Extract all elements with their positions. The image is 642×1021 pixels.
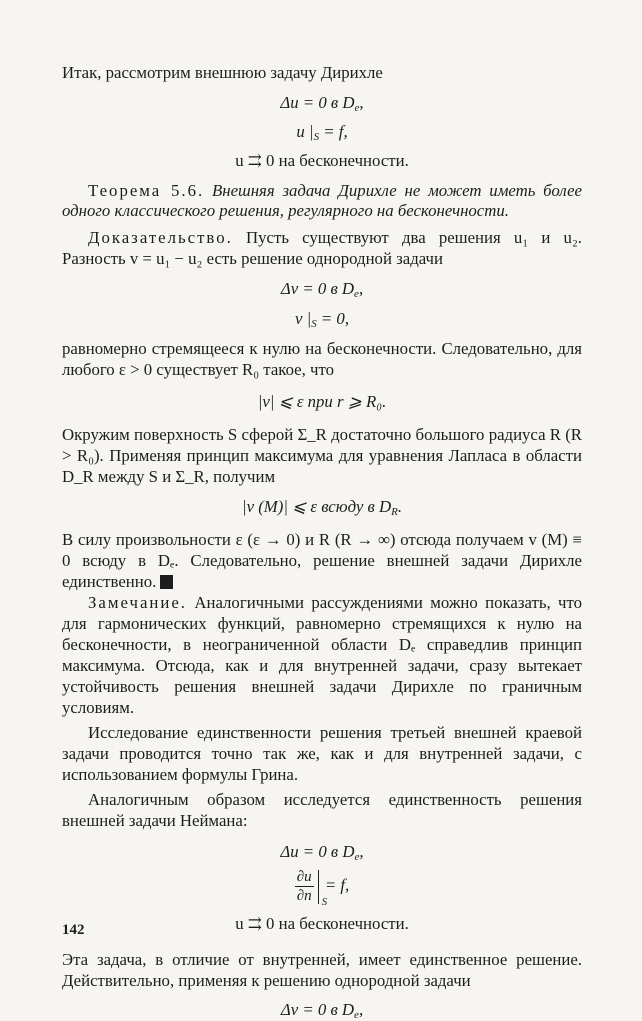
theorem-label: Теорема 5.6.: [88, 181, 205, 200]
neumann-intro-paragraph: Аналогичным образом исследуется единственность решения внешней задачи Неймана:: [62, 790, 582, 830]
evaluation-bar: S: [318, 870, 319, 904]
neumann-eq1: Δu = 0 в $D_e$,: [280, 842, 364, 863]
dirichlet-eq3: u ⇉ 0 на бесконечности.: [235, 151, 409, 170]
remark-label: Замечание.: [88, 593, 187, 612]
neumann-eq2: $\frac{\partial u}{\partial n}$ S = f,: [296, 869, 350, 908]
theorem-paragraph: [62, 181, 582, 221]
proof-eq1: Δv = 0 в $D_e$,: [280, 279, 364, 300]
page-number: 142: [62, 922, 85, 938]
proof-eq3: |v| ⩽ ε при r ⩾ R₀.: [257, 392, 387, 411]
proof-eq4: |v (M)| ⩽ ε всюду в $D_R$.: [241, 497, 403, 518]
page-body: [62, 58, 582, 1020]
proof-eq2: v $|_S = 0$,: [294, 309, 350, 330]
neumann-eq3: u ⇉ 0 на бесконечности.: [235, 914, 409, 933]
dirichlet-eq2: u $|_S = f$,: [296, 122, 348, 143]
theorem-text: Внешняя задача Дирихле не может иметь более одного классического решения, регулярного на бесконечности.: [62, 181, 583, 220]
proof-paragraph-2: равномерно стремящееся к нулю на бесконечности. Следовательно, для любого ε > 0 существует R₀ такое, что: [62, 339, 582, 379]
last-eq: Δv = 0 в $D_e$,: [280, 1000, 364, 1021]
remark-paragraph: Замечание. Аналогичными рассуждениями можно показать, что для гармонических функций, равномерно стремящихся к нулю на бесконечности, в неограниченной области Dₑ справедлив принцип максимума. Отсюда, как и для внутренней задачи, сразу вытекает устойчивость решения внешней задачи Дирихле по граничным условиям.: [62, 593, 582, 717]
last-paragraph: Эта задача, в отличие от внутренней, имеет единственное решение. Действительно, применяя к решению однородной задачи: [62, 950, 582, 990]
proof-paragraph-1: Доказательство. Пусть существуют два решения u₁ и u₂. Разность v = u₁ − u₂ есть решение однородной задачи: [62, 228, 582, 268]
proof-paragraph-3: Окружим поверхность S сферой Σ_R достаточно большого радиуса R (R > R₀). Применяя принцип максимума для уравнения Лапласа в области D_R между S и Σ_R, получим: [62, 425, 582, 486]
third-problem-paragraph: Исследование единственности решения третьей внешней краевой задачи проводится точно так же, как и для внутренней задачи, с использованием формулы Грина.: [62, 723, 582, 784]
intro-text: Итак, рассмотрим внешнюю задачу Дирихле: [62, 63, 383, 82]
qed-square-icon: [160, 575, 173, 589]
dirichlet-eq1: Δu = 0 в $D_e$,: [280, 93, 364, 114]
proof-paragraph-4: В силу произвольности ε (ε → 0) и R (R → ∞) отсюда получаем v (M) ≡ 0 всюду в Dₑ. Следовательно, решение внешней задачи Дирихле единственно.: [62, 530, 582, 591]
normal-derivative-fraction: $\frac{\partial u}{\partial n}$: [296, 869, 312, 904]
proof-label: Доказательство.: [88, 228, 233, 247]
